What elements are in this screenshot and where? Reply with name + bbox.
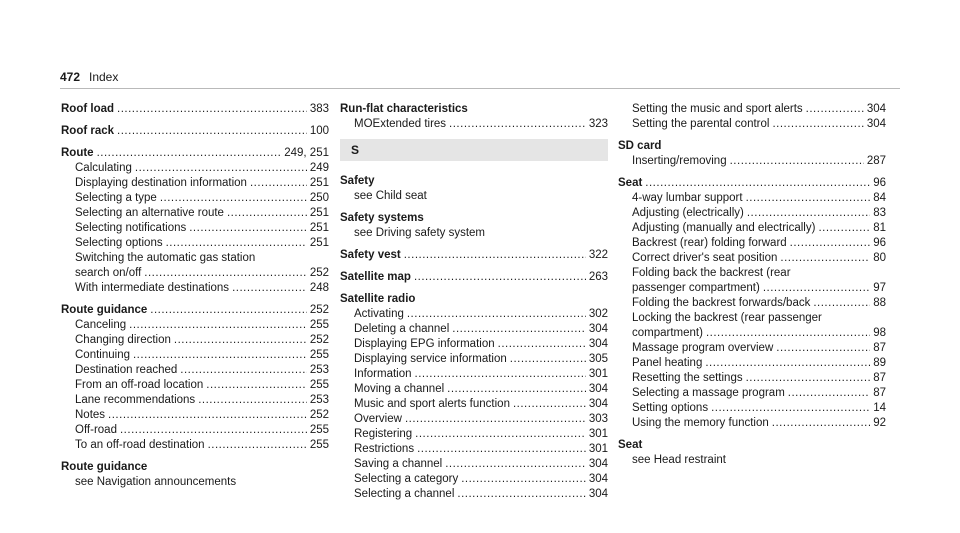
term-text: Displaying destination information [75,177,247,189]
index-subterm [618,206,886,221]
entry-spacer [61,453,329,460]
index-subterm [618,251,886,266]
term-text: MOExtended tires [354,118,447,130]
page-reference: 255 [309,319,329,331]
term-text: Folding back the backrest (rear [632,267,791,279]
dot-leader [461,472,586,487]
dot-leader [117,102,307,117]
dot-leader [150,303,307,318]
page-reference: 301 [588,368,608,380]
term-text: Correct driver's seat position [632,252,778,264]
dot-leader [806,102,864,117]
dot-leader [452,322,586,337]
term-text: Moving a channel [354,383,445,395]
page-reference: 87 [873,342,886,354]
term-text: Selecting options [75,237,163,249]
term-text: Setting the parental control [632,118,770,130]
index-subterm [618,341,886,356]
dot-leader [706,326,870,341]
index-term [340,102,608,117]
term-text: Seat [618,439,643,451]
term-text: see Navigation announcements [75,476,237,488]
index-subterm [61,176,329,191]
term-text: Changing direction [75,334,171,346]
term-text: Massage program overview [632,342,774,354]
term-text: Switching the automatic gas station [75,252,256,264]
index-entry [340,292,608,502]
page-reference: 303 [588,413,608,425]
page-reference: 251 [309,237,329,249]
term-text: compartment) [632,327,703,339]
page-reference: 89 [873,357,886,369]
index-subterm [618,386,886,401]
page-reference: 251 [309,222,329,234]
dot-leader [414,270,586,285]
dot-leader [776,341,870,356]
index-subterm [61,236,329,251]
index-subterm [618,371,886,386]
entry-spacer [61,117,329,124]
index-entry [61,303,329,453]
index-column-3 [618,102,886,468]
dot-leader [120,423,307,438]
term-text: see Head restraint [632,454,726,466]
index-subterm [61,318,329,333]
entry-spacer [340,285,608,292]
index-subterm [618,154,886,169]
dot-leader [404,248,586,263]
dot-leader [763,281,870,296]
page-reference: 83 [873,207,886,219]
term-text: Selecting a channel [354,488,455,500]
entry-spacer [61,139,329,146]
page-reference: 304 [866,118,886,130]
index-subterm [61,348,329,363]
index-subterm [618,191,886,206]
dot-leader [180,363,307,378]
page-reference: 252 [309,409,329,421]
dot-leader [730,154,864,169]
term-text: Continuing [75,349,130,361]
index-entry [618,139,886,169]
term-text: Selecting an alternative route [75,207,224,219]
dot-leader [746,191,871,206]
index-column-2 [340,102,608,502]
index-subterm [61,221,329,236]
entry-spacer [618,431,886,438]
dot-leader [206,378,307,393]
page-reference: 323 [588,118,608,130]
index-entry [340,248,608,263]
page-reference: 88 [873,297,886,309]
dot-leader [449,117,586,132]
page-reference: 304 [588,323,608,335]
index-entry [618,438,886,468]
index-subterm [618,311,886,326]
dot-leader [415,367,586,382]
page-reference: 304 [588,383,608,395]
term-text: Setting the music and sport alerts [632,103,803,115]
index-subterm [618,356,886,371]
dot-leader [513,397,586,412]
dot-leader [711,401,870,416]
index-term [61,460,329,475]
index-subterm [618,117,886,132]
page-reference: 305 [588,353,608,365]
term-text: Folding the backrest forwards/back [632,297,811,309]
section-letter-bar: S [340,139,608,161]
index-subterm [340,226,608,241]
term-text: Registering [354,428,413,440]
index-term [340,211,608,226]
page-reference: 302 [588,308,608,320]
page-reference: 84 [873,192,886,204]
term-text: Route guidance [61,304,148,316]
index-term [61,303,329,318]
dot-leader [227,206,307,221]
term-text: Information [354,368,412,380]
dot-leader [780,251,870,266]
entry-spacer [340,167,608,174]
page-reference: 249, 251 [284,147,329,159]
page-reference: 96 [873,237,886,249]
dot-leader [788,386,870,401]
dot-leader [97,146,282,161]
dot-leader [457,487,585,502]
page-reference: 251 [309,177,329,189]
page-reference: 255 [309,439,329,451]
term-text: Backrest (rear) folding forward [632,237,787,249]
dot-leader [405,412,586,427]
page-reference: 322 [588,249,608,261]
dot-leader [818,221,870,236]
index-subterm [340,307,608,322]
index-subterm [61,333,329,348]
page-number: 472 [60,70,81,84]
index-subterm [618,326,886,341]
term-text: Route [61,147,94,159]
index-entry [340,102,608,132]
page-reference: 249 [309,162,329,174]
index-subterm [340,382,608,397]
term-text: Satellite map [340,271,411,283]
dot-leader [510,352,586,367]
page-reference: 248 [309,282,329,294]
entry-spacer [340,132,608,139]
index-term [340,248,608,263]
index-entry [61,460,329,490]
term-text: From an off-road location [75,379,204,391]
term-text: Music and sport alerts function [354,398,510,410]
dot-leader [133,348,307,363]
dot-leader [198,393,307,408]
dot-leader [447,382,586,397]
page-reference: 87 [873,387,886,399]
term-text: Saving a channel [354,458,443,470]
dot-leader [415,427,586,442]
page-reference: 304 [588,458,608,470]
term-text: Lane recommendations [75,394,196,406]
index-subterm [618,102,886,117]
page-reference: 304 [866,103,886,115]
index-subterm [61,363,329,378]
page-reference: 255 [309,424,329,436]
index-subterm [618,416,886,431]
index-subterm [618,266,886,281]
term-text: Safety vest [340,249,401,261]
index-subterm [61,378,329,393]
term-text: Setting options [632,402,709,414]
index-subterm [618,296,886,311]
page-reference: 252 [309,334,329,346]
index-term [340,292,608,307]
term-text: Resetting the settings [632,372,743,384]
term-text: Overview [354,413,402,425]
index-subterm [618,281,886,296]
term-text: Locking the backrest (rear passenger [632,312,822,324]
entry-spacer [61,296,329,303]
term-text: Off-road [75,424,117,436]
term-text: Displaying EPG information [354,338,495,350]
term-text: Inserting/removing [632,155,727,167]
index-column-1 [61,102,329,490]
dot-leader [144,266,307,281]
page-reference: 304 [588,338,608,350]
dot-leader [108,408,307,423]
page-reference: 81 [873,222,886,234]
page-reference: 304 [588,473,608,485]
term-text: Adjusting (manually and electrically) [632,222,816,234]
dot-leader [705,356,870,371]
term-text: To an off-road destination [75,439,205,451]
term-text: Using the memory function [632,417,769,429]
index-subterm [618,236,886,251]
page-title: Index [89,70,119,84]
index-term [61,146,329,161]
term-text: Panel heating [632,357,703,369]
index-entry [61,102,329,117]
page-reference: 301 [588,443,608,455]
index-subterm [340,367,608,382]
dot-leader [747,206,870,221]
term-text: Selecting notifications [75,222,187,234]
index-subterm [340,487,608,502]
dot-leader [417,442,586,457]
index-term [340,174,608,189]
page-reference: 252 [309,304,329,316]
term-text: Canceling [75,319,127,331]
index-subterm [340,397,608,412]
index-term [61,102,329,117]
page-reference: 383 [309,103,329,115]
dot-leader [813,296,870,311]
term-text: Adjusting (electrically) [632,207,744,219]
index-subterm [340,337,608,352]
page-reference: 253 [309,394,329,406]
dot-leader [135,161,307,176]
index-subterm [61,438,329,453]
dot-leader [160,191,307,206]
dot-leader [174,333,307,348]
term-text: Activating [354,308,404,320]
page-reference: 287 [866,155,886,167]
entry-spacer [340,263,608,270]
index-subterm [340,189,608,204]
dot-leader [645,176,870,191]
index-term [618,139,886,154]
term-text: Safety systems [340,212,424,224]
index-subterm [340,427,608,442]
index-subterm [618,453,886,468]
index-subterm [340,457,608,472]
index-subterm [61,408,329,423]
index-subterm [340,412,608,427]
term-text: Selecting a category [354,473,459,485]
index-subterm [61,475,329,490]
dot-leader [498,337,586,352]
term-text: see Child seat [354,190,427,202]
index-subterm [618,401,886,416]
page-reference: 304 [588,488,608,500]
index-entry [340,211,608,241]
page-reference: 87 [873,372,886,384]
dot-leader [232,281,307,296]
page-reference: 253 [309,364,329,376]
dot-leader [445,457,586,472]
term-text: Restrictions [354,443,415,455]
page-reference: 304 [588,398,608,410]
dot-leader [166,236,307,251]
page-reference: 255 [309,379,329,391]
index-entry [340,174,608,204]
page-reference: 252 [309,267,329,279]
page-reference: 251 [309,207,329,219]
index-term [618,438,886,453]
page-reference: 250 [309,192,329,204]
entry-spacer [618,132,886,139]
page-reference: 97 [873,282,886,294]
entry-spacer [618,169,886,176]
term-text: SD card [618,140,662,152]
dot-leader [790,236,871,251]
index-subterm [61,191,329,206]
dot-leader [746,371,871,386]
index-term [618,176,886,191]
index-subterm [340,322,608,337]
term-text: Displaying service information [354,353,507,365]
page-reference: 263 [588,271,608,283]
page-reference: 98 [873,327,886,339]
dot-leader [208,438,307,453]
header-divider [60,88,900,89]
index-subterm [61,206,329,221]
term-text: Selecting a type [75,192,157,204]
index-entry [61,124,329,139]
dot-leader [117,124,307,139]
index-subterm [61,393,329,408]
term-text: Roof load [61,103,115,115]
term-text: Roof rack [61,125,115,137]
index-subterm [340,352,608,367]
page-reference: 96 [873,177,886,189]
index-subterm [340,472,608,487]
dot-leader [250,176,307,191]
page-reference: 92 [873,417,886,429]
term-text: Destination reached [75,364,178,376]
term-text: 4-way lumbar support [632,192,743,204]
term-text: With intermediate destinations [75,282,230,294]
index-subterm [61,266,329,281]
dot-leader [129,318,307,333]
index-entry [618,176,886,431]
index-entry [61,146,329,296]
index-subterm [61,251,329,266]
term-text: search on/off [75,267,142,279]
index-subterm [340,117,608,132]
index-subterm [61,423,329,438]
page-reference: 301 [588,428,608,440]
term-text: Seat [618,177,643,189]
page-reference: 14 [873,402,886,414]
page-reference: 80 [873,252,886,264]
index-term [61,124,329,139]
term-text: see Driving safety system [354,227,486,239]
term-text: Route guidance [61,461,148,473]
term-text: Deleting a channel [354,323,450,335]
term-text: Selecting a massage program [632,387,785,399]
term-text: Satellite radio [340,293,416,305]
index-entry [618,102,886,132]
dot-leader [189,221,307,236]
entry-spacer [340,241,608,248]
term-text: Calculating [75,162,132,174]
dot-leader [407,307,586,322]
term-text: Safety [340,175,375,187]
index-subterm [618,221,886,236]
dot-leader [772,117,863,132]
index-subterm [340,442,608,457]
entry-spacer [340,204,608,211]
page-reference: 255 [309,349,329,361]
index-subterm [61,161,329,176]
index-subterm [61,281,329,296]
dot-leader [772,416,870,431]
term-text: passenger compartment) [632,282,760,294]
page-reference: 100 [309,125,329,137]
index-term [340,270,608,285]
term-text: Run-flat characteristics [340,103,468,115]
term-text: Notes [75,409,106,421]
index-entry [340,270,608,285]
